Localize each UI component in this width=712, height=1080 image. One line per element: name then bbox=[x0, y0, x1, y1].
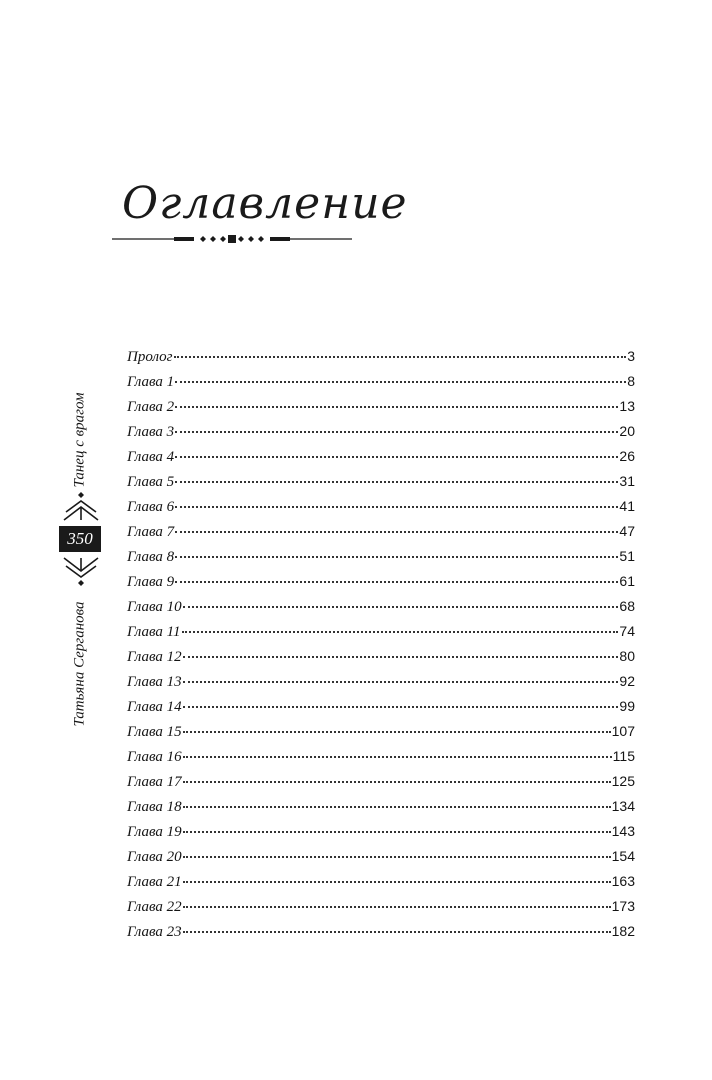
toc-dot-leader bbox=[174, 355, 627, 358]
toc-entry-chapter-20[interactable] bbox=[127, 848, 635, 873]
table-of-contents bbox=[127, 348, 635, 948]
toc-dot-leader bbox=[183, 880, 611, 883]
toc-dot-leader bbox=[183, 730, 611, 733]
toc-dot-leader bbox=[183, 755, 612, 758]
page-title: Оглавление bbox=[122, 178, 408, 229]
toc-entry-chapter-22[interactable] bbox=[127, 898, 635, 923]
toc-entry-label: Глава 19 bbox=[127, 824, 182, 840]
toc-entry-page: 134 bbox=[611, 798, 635, 814]
toc-entry-page: 13 bbox=[619, 398, 635, 414]
toc-entry-label: Глава 13 bbox=[127, 674, 182, 690]
toc-entry-label: Глава 7 bbox=[127, 524, 175, 540]
running-head-title: Танец с врагом bbox=[71, 392, 88, 488]
toc-entry-chapter-12[interactable] bbox=[127, 648, 635, 673]
toc-entry-label: Глава 11 bbox=[127, 624, 181, 640]
toc-entry-chapter-14[interactable] bbox=[127, 698, 635, 723]
toc-dot-leader bbox=[183, 605, 619, 608]
toc-dot-leader bbox=[183, 680, 619, 683]
toc-entry-page: 51 bbox=[619, 548, 635, 564]
toc-entry-page: 31 bbox=[619, 473, 635, 489]
toc-entry-label: Глава 23 bbox=[127, 924, 182, 940]
toc-dot-leader bbox=[183, 905, 611, 908]
toc-dot-leader bbox=[175, 505, 618, 508]
toc-entry-page: 68 bbox=[619, 598, 635, 614]
toc-entry-chapter-17[interactable] bbox=[127, 773, 635, 798]
toc-entry-label: Глава 9 bbox=[127, 574, 175, 590]
toc-entry-label: Глава 18 bbox=[127, 799, 182, 815]
toc-entry-chapter-19[interactable] bbox=[127, 823, 635, 848]
toc-dot-leader bbox=[175, 480, 618, 483]
toc-dot-leader bbox=[183, 655, 619, 658]
toc-entry-label: Глава 5 bbox=[127, 474, 175, 490]
toc-entry-page: 41 bbox=[619, 498, 635, 514]
toc-entry-label: Глава 3 bbox=[127, 424, 175, 440]
toc-dot-leader bbox=[183, 855, 611, 858]
toc-entry-chapter-10[interactable] bbox=[127, 598, 635, 623]
toc-dot-leader bbox=[183, 930, 611, 933]
toc-dot-leader bbox=[183, 780, 611, 783]
toc-entry-page: 173 bbox=[611, 898, 635, 914]
toc-entry-page: 74 bbox=[619, 623, 635, 639]
toc-entry-page: 61 bbox=[619, 573, 635, 589]
toc-entry-page: 3 bbox=[627, 348, 635, 364]
toc-entry-label: Глава 17 bbox=[127, 774, 182, 790]
toc-entry-chapter-16[interactable] bbox=[127, 748, 635, 773]
toc-entry-page: 182 bbox=[611, 923, 635, 939]
toc-entry-chapter-3[interactable] bbox=[127, 423, 635, 448]
toc-entry-label: Глава 15 bbox=[127, 724, 182, 740]
toc-dot-leader bbox=[183, 830, 611, 833]
toc-entry-page: 80 bbox=[619, 648, 635, 664]
toc-entry-page: 26 bbox=[619, 448, 635, 464]
toc-dot-leader bbox=[175, 405, 618, 408]
toc-entry-label: Глава 8 bbox=[127, 549, 175, 565]
toc-dot-leader bbox=[175, 380, 626, 383]
toc-dot-leader bbox=[175, 555, 618, 558]
toc-entry-page: 154 bbox=[611, 848, 635, 864]
toc-entry-chapter-8[interactable] bbox=[127, 548, 635, 573]
page-number-badge: 350 bbox=[59, 526, 101, 552]
toc-entry-label: Глава 1 bbox=[127, 374, 175, 390]
toc-entry-chapter-2[interactable] bbox=[127, 398, 635, 423]
toc-entry-chapter-9[interactable] bbox=[127, 573, 635, 598]
toc-entry-chapter-6[interactable] bbox=[127, 498, 635, 523]
toc-entry-label: Глава 10 bbox=[127, 599, 182, 615]
toc-dot-leader bbox=[175, 455, 618, 458]
toc-entry-page: 115 bbox=[612, 748, 635, 764]
toc-entry-label: Глава 20 bbox=[127, 849, 182, 865]
toc-entry-label: Глава 14 bbox=[127, 699, 182, 715]
toc-entry-chapter-4[interactable] bbox=[127, 448, 635, 473]
toc-entry-page: 92 bbox=[619, 673, 635, 689]
toc-entry-label: Глава 4 bbox=[127, 449, 175, 465]
toc-dot-leader bbox=[175, 580, 618, 583]
toc-entry-page: 163 bbox=[611, 873, 635, 889]
toc-dot-leader bbox=[175, 530, 618, 533]
toc-entry-page: 143 bbox=[611, 823, 635, 839]
toc-dot-leader bbox=[175, 430, 618, 433]
toc-entry-label: Глава 2 bbox=[127, 399, 175, 415]
running-head-ornament-top-icon bbox=[62, 490, 100, 522]
toc-entry-label: Глава 21 bbox=[127, 874, 182, 890]
toc-entry-page: 99 bbox=[619, 698, 635, 714]
toc-entry-chapter-1[interactable] bbox=[127, 373, 635, 398]
toc-entry-chapter-7[interactable] bbox=[127, 523, 635, 548]
toc-entry-label: Глава 12 bbox=[127, 649, 182, 665]
running-head-ornament-bottom-icon bbox=[62, 556, 100, 588]
running-head-author: Татьяна Серганова bbox=[71, 601, 88, 727]
toc-entry-chapter-15[interactable] bbox=[127, 723, 635, 748]
toc-entry-prologue[interactable] bbox=[127, 348, 635, 373]
toc-entry-page: 47 bbox=[619, 523, 635, 539]
toc-entry-label: Глава 6 bbox=[127, 499, 175, 515]
toc-entry-chapter-18[interactable] bbox=[127, 798, 635, 823]
toc-entry-chapter-13[interactable] bbox=[127, 673, 635, 698]
toc-entry-chapter-5[interactable] bbox=[127, 473, 635, 498]
toc-dot-leader bbox=[183, 705, 619, 708]
toc-entry-chapter-21[interactable] bbox=[127, 873, 635, 898]
toc-entry-label: Глава 16 bbox=[127, 749, 182, 765]
toc-entry-label: Глава 22 bbox=[127, 899, 182, 915]
toc-entry-chapter-23[interactable] bbox=[127, 923, 635, 948]
toc-entry-page: 107 bbox=[611, 723, 635, 739]
toc-entry-label: Пролог bbox=[127, 349, 173, 365]
toc-entry-chapter-11[interactable] bbox=[127, 623, 635, 648]
toc-dot-leader bbox=[182, 630, 619, 633]
toc-entry-page: 8 bbox=[627, 373, 635, 389]
toc-entry-page: 125 bbox=[611, 773, 635, 789]
toc-dot-leader bbox=[183, 805, 611, 808]
toc-entry-page: 20 bbox=[619, 423, 635, 439]
title-ornament-icon bbox=[112, 232, 352, 246]
